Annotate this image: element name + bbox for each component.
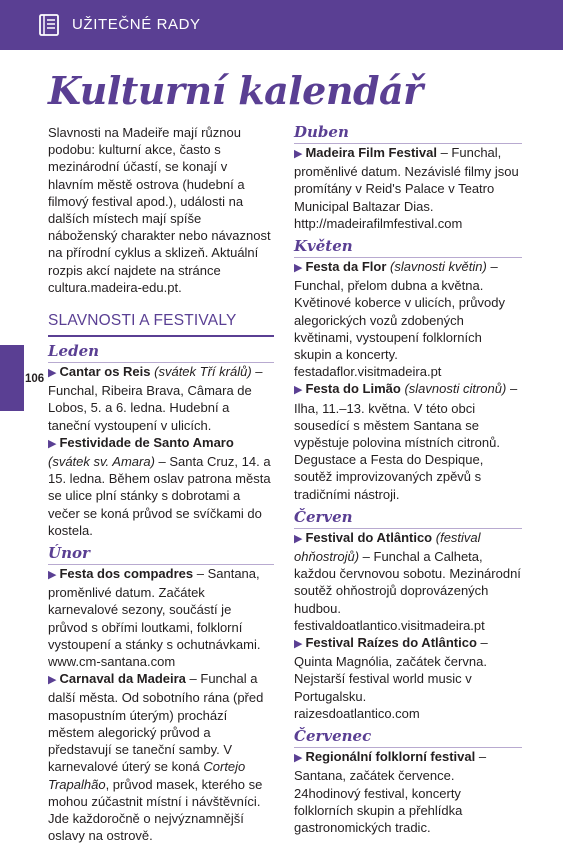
event-name: Carnaval da Madeira bbox=[59, 671, 186, 687]
event-entry bbox=[48, 434, 274, 539]
intro-paragraph: Slavnosti na Madeiře mají různou podobu: kulturní akce, často s mezinárodní účastí, se konají v hlavním městě ostrova (hudební a filmový festival apod.), události na dalších místech mají spíše náboženský charakter nebo návaznost na přírodní cyklus a sklizeň. Aktuální rozpis akcí najdete na stránce cultura.madeira-edu.pt. bbox=[48, 125, 271, 295]
event-entry bbox=[294, 380, 522, 502]
left-column bbox=[48, 124, 274, 844]
section-label: UŽITEČNÉ RADY bbox=[72, 16, 201, 33]
event-url[interactable]: festadaflor.visitmadeira.pt bbox=[294, 364, 442, 380]
event-name: Festividade de Santo Amaro bbox=[59, 434, 234, 450]
section-heading: SLAVNOSTI A FESTIVALY bbox=[48, 312, 274, 337]
event-subtitle: (svátek sv. Amara) bbox=[48, 454, 155, 470]
event-name: Cantar os Reis bbox=[59, 364, 151, 380]
event-url[interactable]: http://madeirafilmfestival.com bbox=[294, 215, 463, 231]
event-entry bbox=[294, 258, 522, 363]
event-entry bbox=[48, 565, 274, 653]
triangle-bullet-icon: ▶ bbox=[48, 569, 57, 582]
event-text: – Santana, začátek července. 24hodinový festival, koncerty folklorních skupin a přehlídka gastronomických tradic. bbox=[294, 749, 487, 835]
event-text: – Santana, proměnlivé datum. Začátek karnevalové sezony, součástí je průvod s obřími loutkami, folklorní vystoupení a stánky s ochutnávkami. bbox=[48, 566, 261, 652]
book-list-icon bbox=[39, 14, 59, 36]
event-entry bbox=[294, 634, 522, 705]
event-name: Regionální folklorní festival bbox=[305, 749, 476, 765]
event-subtitle: (festival ohňostrojů) bbox=[294, 529, 481, 565]
event-entry bbox=[294, 529, 522, 617]
event-entry bbox=[48, 363, 274, 434]
event-entry bbox=[48, 670, 274, 844]
section-banner bbox=[0, 0, 563, 50]
month-heading-cerven: Červen bbox=[294, 509, 522, 529]
event-subtitle: (slavnosti citronů) bbox=[404, 381, 507, 397]
event-entry bbox=[294, 748, 522, 836]
triangle-bullet-icon: ▶ bbox=[48, 674, 57, 687]
month-heading-kveten: Květen bbox=[294, 238, 522, 258]
event-text: – Funchal, Ribeira Brava, Câmara de Lobos, 5. a 6. ledna. Hudební a taneční vystoupení v ulicích. bbox=[48, 364, 263, 433]
triangle-bullet-icon: ▶ bbox=[294, 384, 303, 397]
triangle-bullet-icon: ▶ bbox=[48, 437, 57, 450]
triangle-bullet-icon: ▶ bbox=[294, 752, 303, 765]
event-text: – Ilha, 11.–13. května. V této obci sousedící s městem Santana se vypěstuje polovina místních citronů. Degustace a Festa do Despique, soutěž improvizovaných zpěvů s tradičními nástroji. bbox=[294, 381, 518, 502]
event-italic-name: Cortejo Trapalhão bbox=[48, 759, 246, 792]
page-title: Kulturní kalendář bbox=[48, 68, 423, 113]
right-column bbox=[294, 124, 522, 836]
event-text: – Santa Cruz, 14. a 15. ledna. Během oslav patrona města se ulice plní stánky s dobrotami a večer se koná průvod se svíčkami do kostela. bbox=[48, 454, 271, 538]
event-name: Festa da Flor bbox=[305, 259, 387, 275]
month-heading-cervenec: Červenec bbox=[294, 728, 522, 748]
event-text: – Funchal, přelom dubna a května. Květinové koberce v ulicích, průvody alegorických vozů zdobených květinami, vystoupení folklorních skupin a koncerty. bbox=[294, 259, 505, 363]
event-name: Festival Raízes do Atlântico bbox=[305, 635, 477, 651]
event-entry bbox=[294, 144, 522, 215]
month-heading-duben: Duben bbox=[294, 124, 522, 144]
month-heading-unor: Únor bbox=[48, 545, 274, 565]
triangle-bullet-icon: ▶ bbox=[294, 148, 303, 160]
event-text: – Funchal a Calheta, každou červnovou sobotu. Mezinárodní soutěž ohňostrojů doprovázených hudbou. bbox=[294, 549, 521, 616]
event-url[interactable]: festivaldoatlantico.visitmadeira.pt bbox=[294, 617, 485, 633]
side-tab bbox=[0, 345, 24, 411]
month-heading-leden: Leden bbox=[48, 343, 274, 363]
triangle-bullet-icon: ▶ bbox=[48, 367, 57, 380]
event-name: Festival do Atlântico bbox=[305, 529, 433, 545]
triangle-bullet-icon: ▶ bbox=[294, 262, 303, 275]
event-name: Festa dos compadres bbox=[59, 566, 194, 582]
event-text: , průvod masek, kterého se mohou zúčastnit místní i návštěvníci. Jde každoročně o nejvýznamnější oslavy na ostrově. bbox=[48, 776, 263, 844]
event-text: – Quinta Magnólia, začátek června. Nejstarší festival world music v Portugalsku. bbox=[294, 635, 488, 704]
event-subtitle: (slavnosti květin) bbox=[390, 259, 487, 275]
event-subtitle: (svátek Tří králů) bbox=[154, 364, 252, 380]
event-text: – Funchal, proměnlivé datum. Nezávislé filmy jsou promítány v Reid's Palace v Teatro Municipal Baltazar Dias. bbox=[294, 145, 519, 214]
triangle-bullet-icon: ▶ bbox=[294, 532, 303, 545]
event-url[interactable]: www.cm-santana.com bbox=[48, 654, 176, 670]
triangle-bullet-icon: ▶ bbox=[294, 638, 303, 651]
page-number: 106 bbox=[25, 373, 45, 385]
event-name: Festa do Limão bbox=[305, 381, 401, 397]
event-url[interactable]: raizesdoatlantico.com bbox=[294, 705, 420, 721]
event-text: – Funchal a další města. Od sobotního rána (před masopustním úterým) prochází městem alegorický průvod a představují se taneční samby. V karnevalové úterý se koná bbox=[48, 671, 264, 775]
event-name: Madeira Film Festival bbox=[305, 145, 437, 160]
